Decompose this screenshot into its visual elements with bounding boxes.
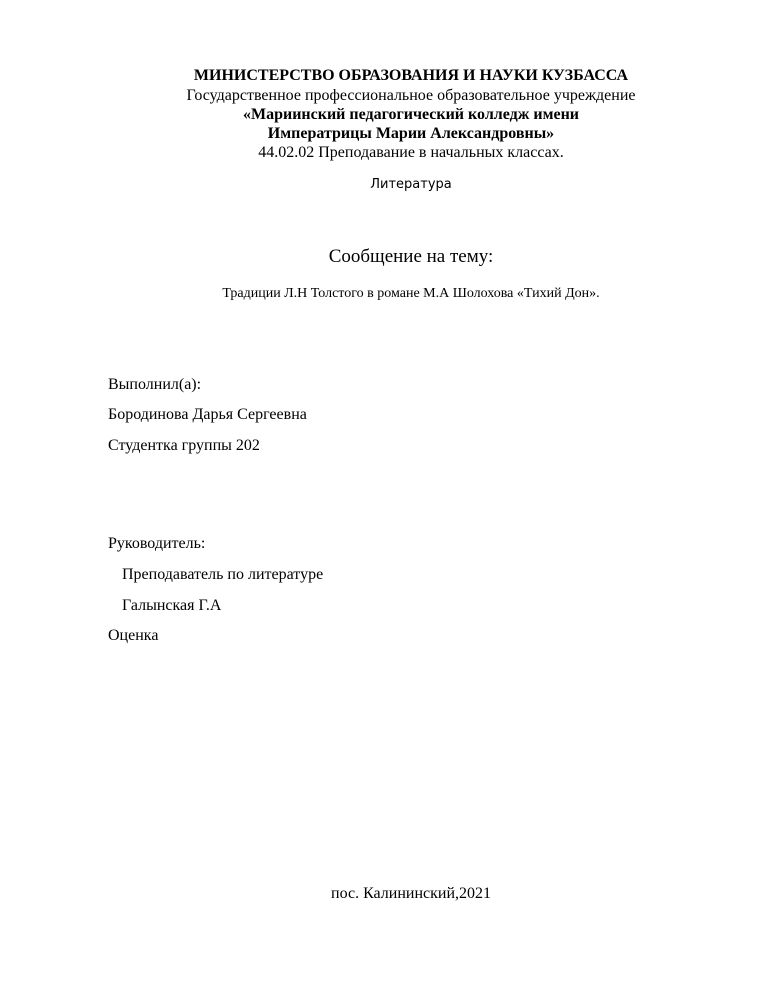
ministry-name: МИНИСТЕРСТВО ОБРАЗОВАНИЯ И НАУКИ КУЗБАССА [193, 67, 629, 84]
author-name: Бородинова Дарья Сергеевна [108, 406, 307, 423]
message-topic: Традиции Л.Н Толстого в романе М.А Шолохова «Тихий Дон». [222, 286, 600, 301]
author-label: Выполнил(а): [108, 376, 202, 393]
author-group: Студентка группы 202 [108, 437, 260, 454]
supervisor-label: Руководитель: [108, 535, 206, 552]
place-year: пос. Калининский,2021 [331, 885, 491, 902]
subject: Литература [370, 177, 452, 192]
supervisor-name: Галынская Г.А [122, 597, 222, 614]
college-name-line2: Императрицы Марии Александровны» [267, 125, 555, 142]
institution-type: Государственное профессиональное образовательное учреждение [186, 87, 636, 104]
grade-label: Оценка [108, 627, 159, 644]
message-heading: Сообщение на тему: [328, 246, 494, 267]
specialty: 44.02.02 Преподавание в начальных классах. [258, 144, 564, 161]
college-name-line1: «Мариинский педагогический колледж имени [242, 106, 580, 123]
supervisor-position: Преподаватель по литературе [122, 566, 324, 583]
